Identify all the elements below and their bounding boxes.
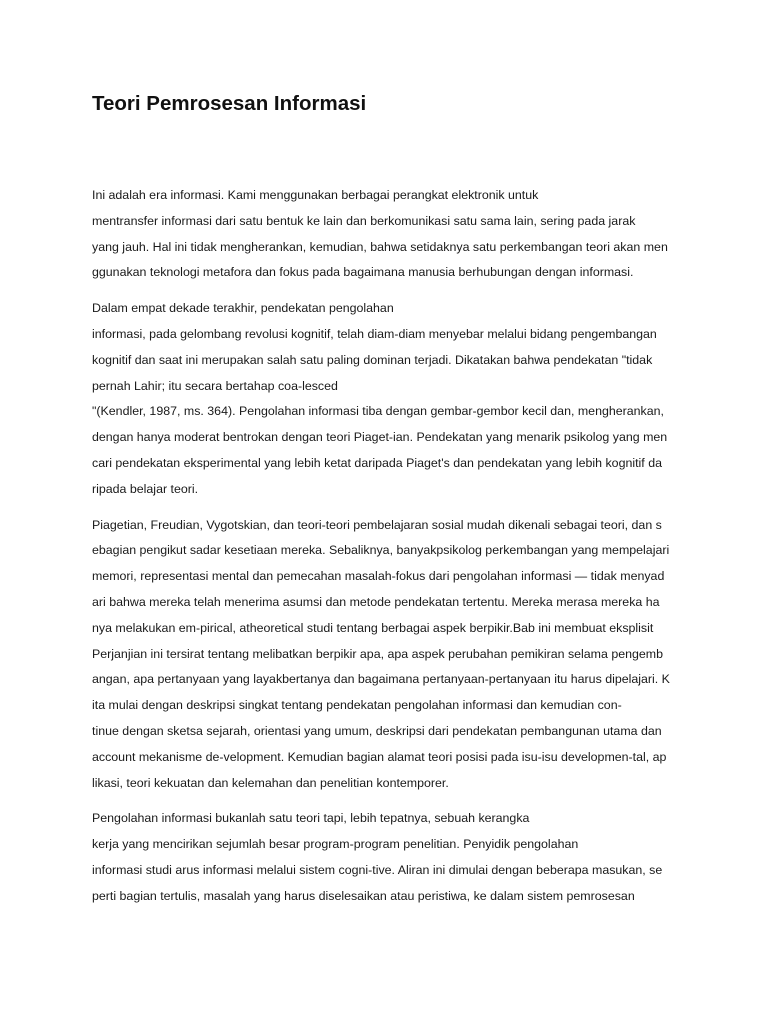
text-line: informasi, pada gelombang revolusi kognitif, telah diam-diam menyebar melalui bidang pengembangan [92,326,657,341]
text-line: yang jauh. Hal ini tidak mengherankan, kemudian, bahwa setidaknya satu perkembangan teori akan men [92,239,668,254]
text-line: ita mulai dengan deskripsi singkat tentang pendekatan pengolahan informasi dan kemudian con- [92,698,622,713]
text-line: pernah Lahir; itu secara bertahap coa-lesced [92,378,338,393]
text-line: mentransfer informasi dari satu bentuk ke lain dan berkomunikasi satu sama lain, sering pada jarak [92,213,636,228]
text-line: informasi studi arus informasi melalui sistem cogni-tive. Aliran ini dimulai dengan beberapa masukan, se [92,862,663,877]
text-line: ari bahwa mereka telah menerima asumsi dan metode pendekatan tertentu. Mereka merasa mereka ha [92,594,660,609]
text-line: cari pendekatan eksperimental yang lebih ketat daripada Piaget's dan pendekatan yang lebih kognitif da [92,455,662,470]
text-line: perti bagian tertulis, masalah yang harus diselesaikan atau peristiwa, ke dalam sistem pemrosesan [92,888,635,903]
text-line: ripada belajar teori. [92,481,199,496]
text-line: tinue dengan sketsa sejarah, orientasi yang umum, deskripsi dari pendekatan pembangunan utama dan [92,723,662,738]
text-line: ebagian pengikut sadar kesetiaan mereka. Sebaliknya, banyakpsikolog perkembangan yang mempelajari [92,543,670,558]
text-line: Pengolahan informasi bukanlah satu teori tapi, lebih tepatnya, sebuah kerangka [92,811,530,826]
text-line: Piagetian, Freudian, Vygotskian, dan teori-teori pembelajaran sosial mudah dikenali sebagai teori, dan s [92,517,662,532]
document-body [92,183,692,920]
text-line: account mekanisme de-velopment. Kemudian bagian alamat teori posisi pada isu-isu developmen-tal, ap [92,749,667,764]
paragraph-2 [92,296,692,502]
text-line: kerja yang mencirikan sejumlah besar program-program penelitian. Penyidik pengolahan [92,837,579,852]
text-line: angan, apa pertanyaan yang layakbertanya dan bagaimana pertanyaan-pertanyaan itu harus dipelajari. K [92,672,670,687]
document-title: Teori Pemrosesan Informasi [92,92,367,115]
text-line: memori, representasi mental dan pemecahan masalah-fokus dari pengolahan informasi — tidak menyad [92,569,665,584]
text-line: likasi, teori kekuatan dan kelemahan dan penelitian kontemporer. [92,775,449,790]
text-line: "(Kendler, 1987, ms. 364). Pengolahan informasi tiba dengan gembar-gembor kecil dan, mengherankan, [92,404,664,419]
text-line: Perjanjian ini tersirat tentang melibatkan berpikir apa, apa aspek perubahan pemikiran selama pengemb [92,646,663,661]
text-line: Dalam empat dekade terakhir, pendekatan pengolahan [92,301,394,316]
text-line: nya melakukan em-pirical, atheoretical studi tentang berbagai aspek berpikir.Bab ini membuat eksplisit [92,620,654,635]
paragraph-4 [92,806,692,909]
text-line: ggunakan teknologi metafora dan fokus pada bagaimana manusia berhubungan dengan informasi. [92,265,634,280]
text-line: dengan hanya moderat bentrokan dengan teori Piaget-ian. Pendekatan yang menarik psikolog yang men [92,430,668,445]
paragraph-1 [92,183,692,286]
text-line: kognitif dan saat ini merupakan salah satu paling dominan terjadi. Dikatakan bahwa pendekatan "tidak [92,352,653,367]
paragraph-3 [92,513,692,797]
text-line: Ini adalah era informasi. Kami menggunakan berbagai perangkat elektronik untuk [92,188,539,202]
